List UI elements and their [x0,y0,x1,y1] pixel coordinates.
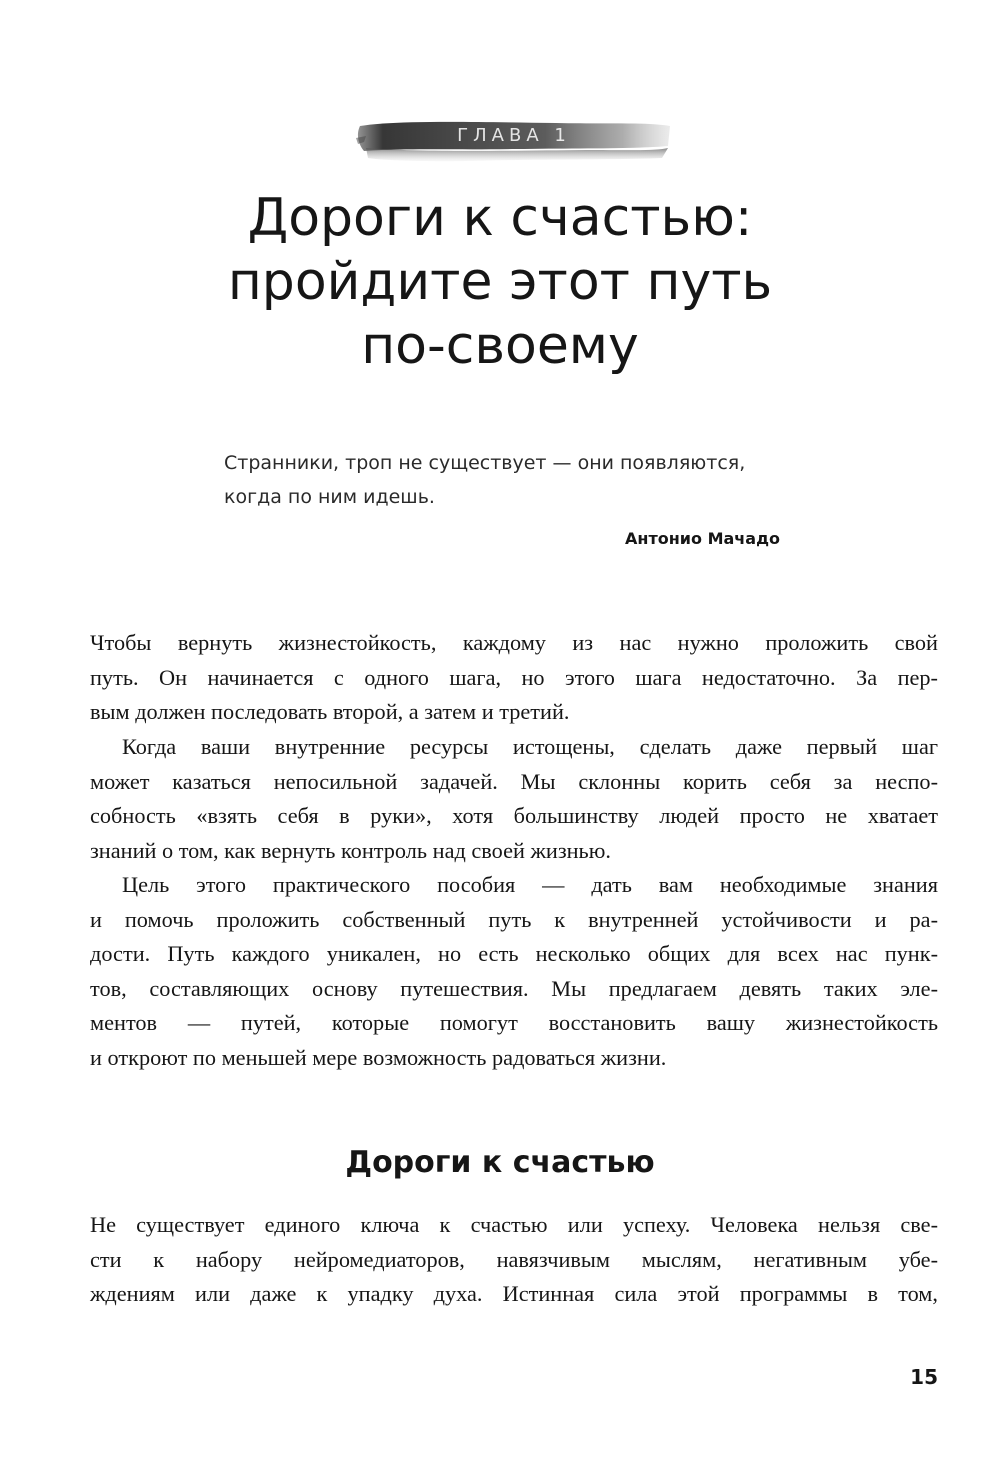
text-line: может казаться непосильной задачей. Мы склонны корить себя за неспо- [90,768,938,794]
page-number: 15 [910,1365,938,1389]
chapter-title-line: Дороги к счастью: [247,188,753,248]
epigraph-quote [224,446,824,514]
text-line: Цель этого практического пособия — дать вам необходимые знания [122,872,938,897]
body-paragraph [90,1208,938,1312]
chapter-title [150,186,850,378]
text-line: и помочь проложить собственный путь к внутренней устойчивости и ра- [90,906,938,932]
text-line: путь. Он начинается с одного шага, но этого шага недостаточно. За пер- [90,664,938,690]
chapter-label: ГЛАВА 1 [457,125,571,146]
epigraph-author: Антонио Мачадо [625,529,780,548]
text-line: и откроют по меньшей мере возможность радоваться жизни. [90,1044,667,1070]
text-line: тов, составляющих основу путешествия. Мы предлагаем девять таких эле- [90,975,938,1001]
text-line: вым должен последовать второй, а затем и третий. [90,699,570,724]
text-line: собность «взять себя в руки», хотя большинству людей просто не хватает [90,803,938,828]
text-line: ждениям или даже к упадку духа. Истинная сила этой программы в том, [90,1281,938,1306]
text-line: Чтобы вернуть жизнестойкость, каждому из нас нужно проложить свой [90,630,938,655]
text-line: ментов — путей, которые помогут восстановить вашу жизнестойкость [90,1010,938,1035]
section-heading: Дороги к счастью [345,1145,655,1180]
text-line: Когда ваши внутренние ресурсы истощены, сделать даже первый шаг [122,734,938,759]
text-line: знаний о том, как вернуть контроль над своей жизнью. [90,837,611,863]
chapter-banner [356,118,672,164]
body-paragraph [90,730,938,868]
body-paragraph [90,626,938,730]
text-line: дости. Путь каждого уникален, но есть несколько общих для всех нас пунк- [90,941,938,966]
epigraph-line: когда по ним идешь. [224,486,435,508]
text-line: Не существует единого ключа к счастью или успеху. Человека нельзя све- [90,1212,938,1237]
text-line: сти к набору нейромедиаторов, навязчивым мыслям, негативным убе- [90,1246,938,1272]
chapter-title-line: по-своему [361,316,639,376]
chapter-title-line: пройдите этот путь [227,252,773,312]
body-paragraph [90,868,938,1075]
epigraph-line: Странники, троп не существует — они появляются, [224,452,746,474]
